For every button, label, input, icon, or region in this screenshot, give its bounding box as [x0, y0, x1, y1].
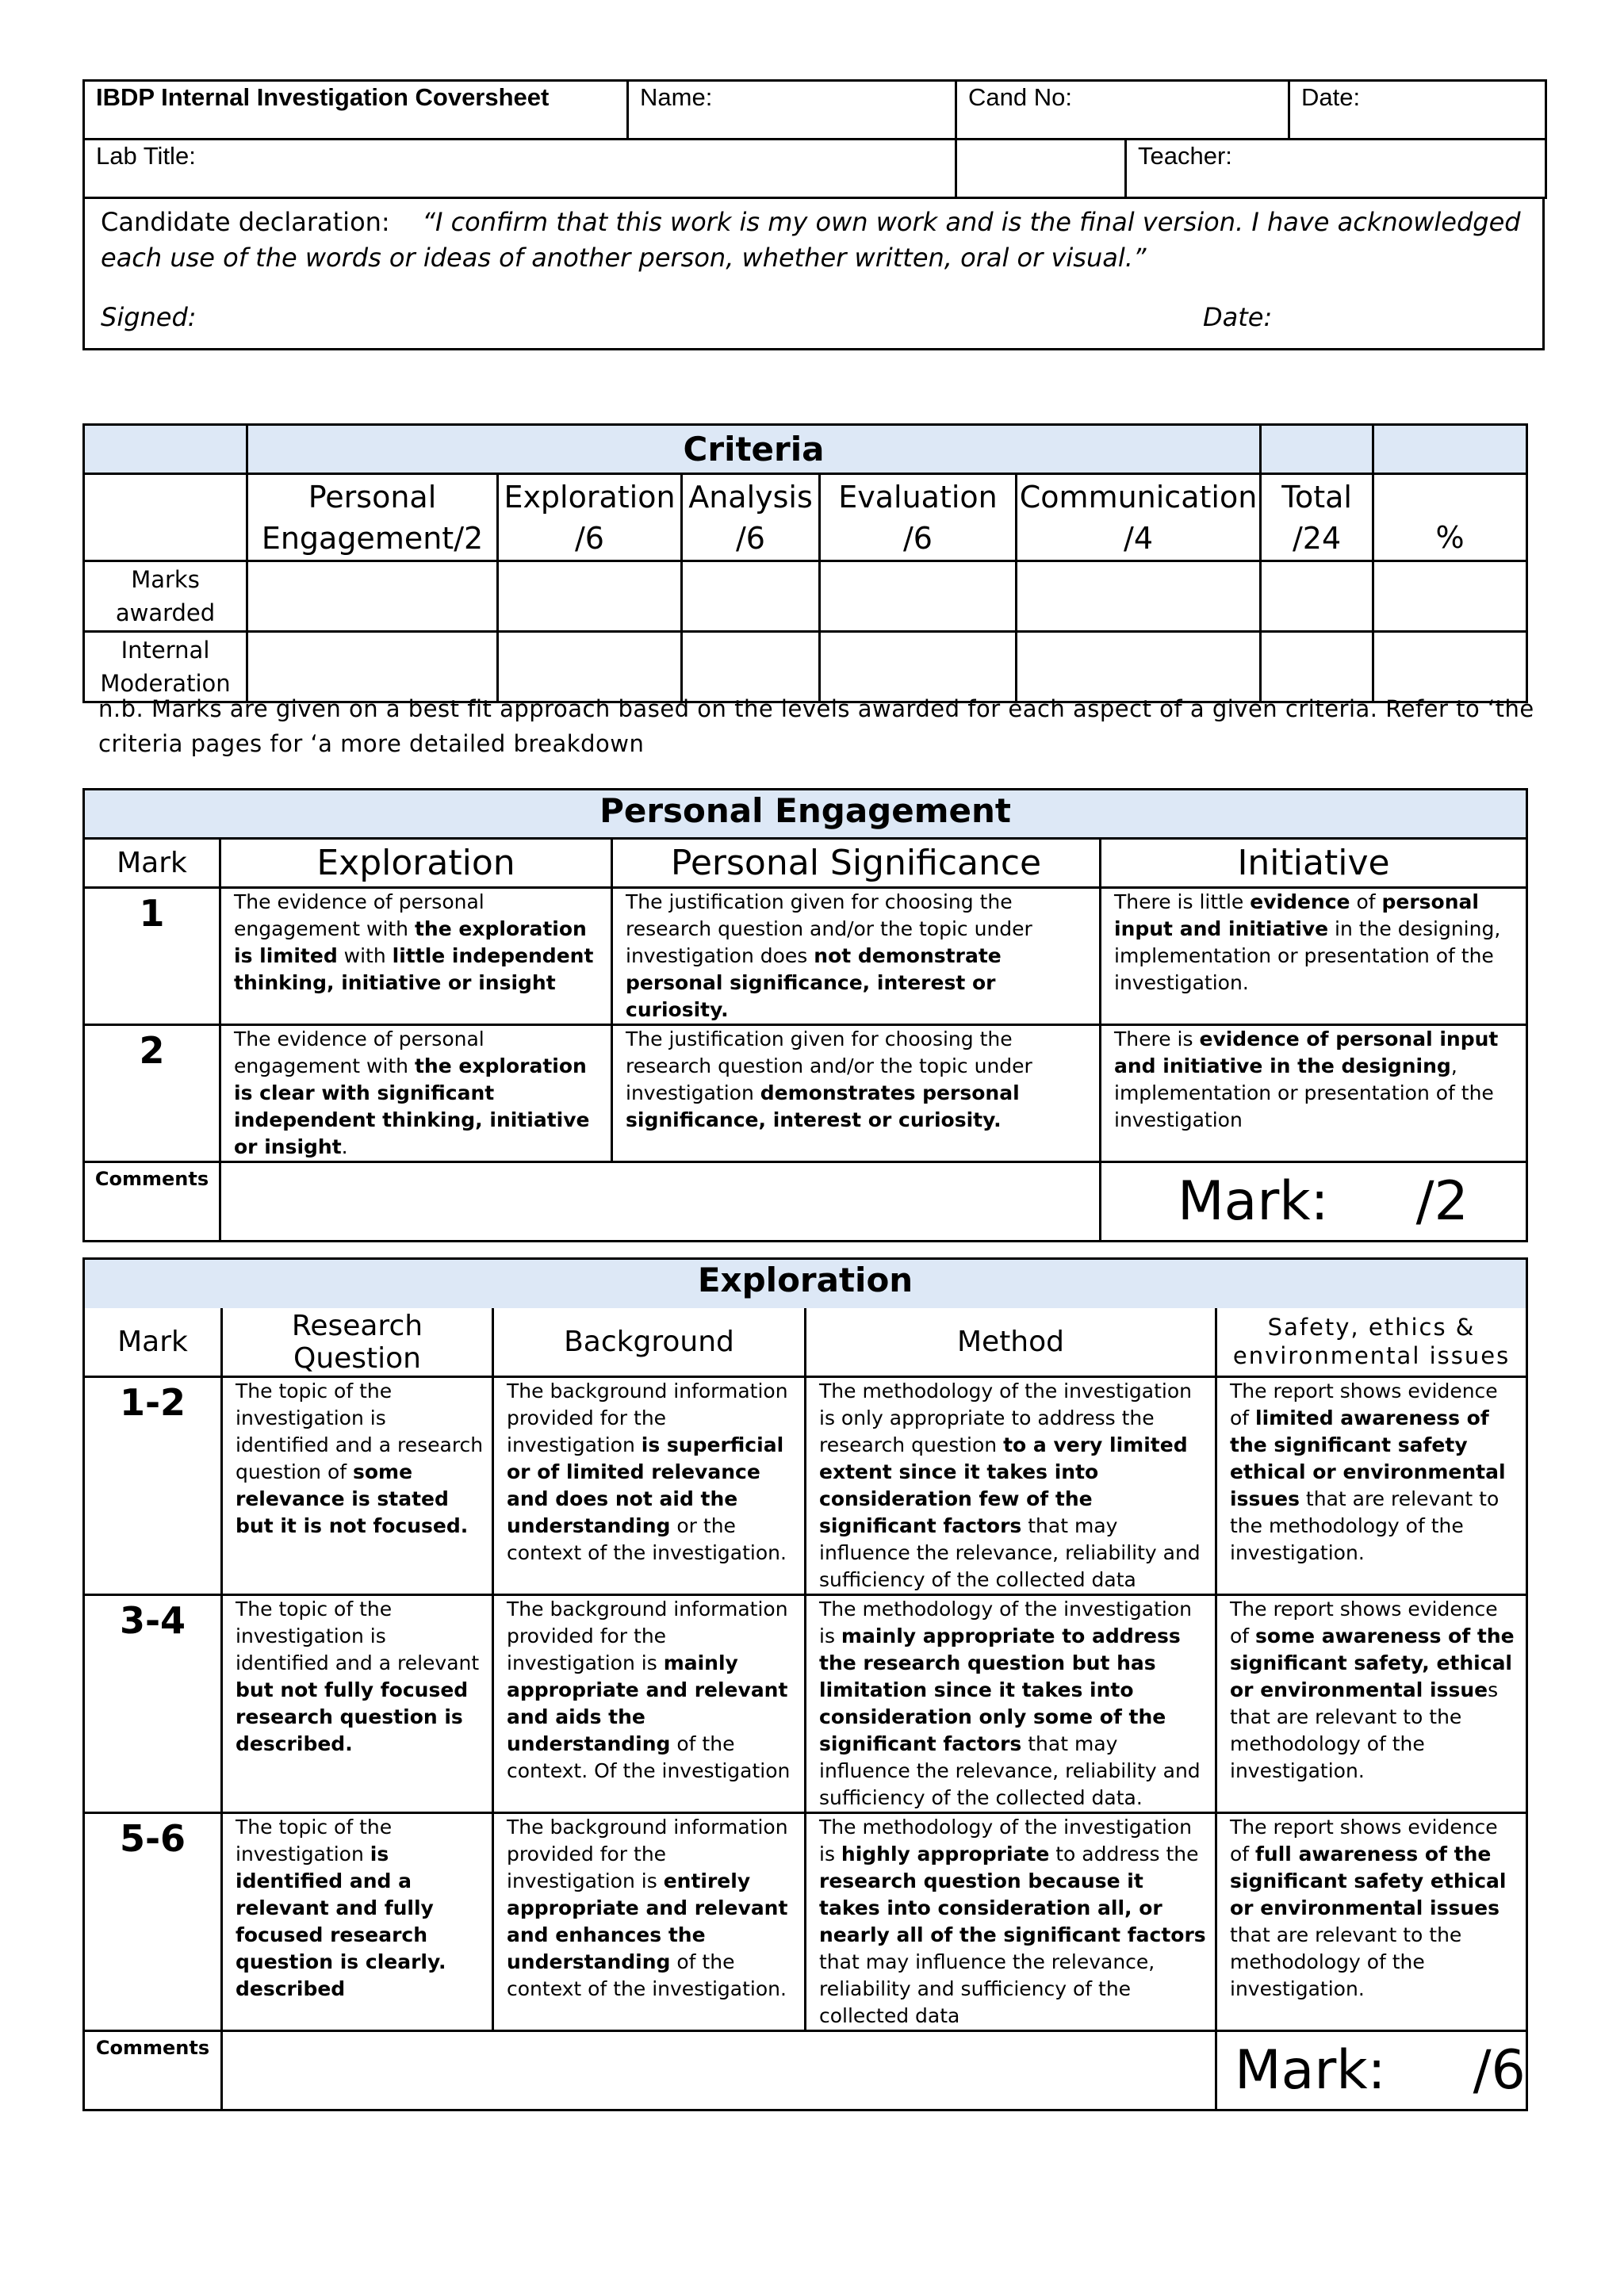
criterion-header: Communication /4	[1017, 474, 1261, 561]
descriptor-cell: The report shows evidence of limited awareness of the significant safety ethical or environmental issues that are relevant to the methodology of the investigation.	[1216, 1376, 1527, 1594]
descriptor-cell: There is evidence of personal input and initiative in the designing, implementation or presentation of the investigation	[1101, 1025, 1527, 1162]
criteria-table	[82, 423, 1528, 703]
criteria-row-label	[84, 474, 247, 561]
score-cell[interactable]	[682, 561, 820, 632]
criteria-blank	[1261, 425, 1373, 474]
exploration-header: Exploration	[220, 839, 612, 888]
descriptor-cell: The methodology of the investigation is mainly appropriate to address the research question but has limitation since it takes into consideration only some of the significant factors that may influence the relevance, reliability and sufficiency of the collected data.	[806, 1594, 1216, 1812]
comments-label: Comments	[84, 2030, 222, 2110]
percent-header: %	[1373, 474, 1527, 561]
mark-box[interactable]	[1101, 1162, 1527, 1242]
mark-max: /6	[1473, 2038, 1526, 2102]
candidate-declaration	[82, 197, 1545, 350]
score-cell[interactable]	[1261, 561, 1373, 632]
criteria-blank	[1373, 425, 1527, 474]
teacher-field[interactable]: Teacher:	[1126, 140, 1546, 198]
descriptor-cell: The justification given for choosing the research question and/or the topic under investigation demonstrates personal significance, interest or curiosity.	[612, 1025, 1101, 1162]
cand-no-field[interactable]: Cand No:	[956, 81, 1289, 140]
descriptor-cell: There is little evidence of personal input and initiative in the designing, implementation or presentation of the investigation.	[1101, 888, 1527, 1025]
score-cell[interactable]	[498, 561, 682, 632]
initiative-header: Initiative	[1101, 839, 1527, 888]
score-cell[interactable]	[820, 561, 1017, 632]
criterion-header: Total /24	[1261, 474, 1373, 561]
mark-level: 5-6	[84, 1812, 222, 2030]
mark-header: Mark	[84, 839, 220, 888]
declaration-quote: “I confirm that this work is my own work and is the final version. I have acknowledged each use of the words or ideas of another person, whether written, oral or visual.”	[101, 207, 1521, 273]
descriptor-cell: The methodology of the investigation is highly appropriate to address the research question because it takes into consideration all, or nearly all of the significant factors that may influence the relevance, reliability and sufficiency of the collected data	[806, 1812, 1216, 2030]
descriptor-cell: The background information provided for the investigation is superficial or of limited relevance and does not aid the understanding or the context of the investigation.	[493, 1376, 806, 1594]
descriptor-cell: The background information provided for the investigation is mainly appropriate and relevant and aids the understanding of the context. Of the investigation	[493, 1594, 806, 1812]
criterion-header: Analysis /6	[682, 474, 820, 561]
score-cell[interactable]	[247, 561, 498, 632]
declaration-date-label[interactable]: Date:	[1203, 302, 1273, 332]
background-header: Background	[493, 1308, 806, 1377]
descriptor-cell: The justification given for choosing the research question and/or the topic under investigation does not demonstrate personal significance, interest or curiosity.	[612, 888, 1101, 1025]
comments-field[interactable]	[220, 1162, 1101, 1242]
descriptor-cell: The topic of the investigation is identified and a relevant and fully focused research question is clearly. described	[222, 1812, 493, 2030]
coversheet-title: IBDP Internal Investigation Coversheet	[84, 81, 628, 140]
descriptor-cell: The topic of the investigation is identified and a research question of some relevance is stated but it is not focused.	[222, 1376, 493, 1594]
descriptor-cell: The report shows evidence of some awareness of the significant safety, ethical or environmental issues that are relevant to the methodology of the investigation.	[1216, 1594, 1527, 1812]
comments-field[interactable]	[222, 2030, 1216, 2110]
blank-field[interactable]	[956, 140, 1126, 198]
mark-label: Mark:	[1235, 2038, 1386, 2102]
row-label-marks-awarded: Marks awarded	[84, 561, 247, 632]
score-cell[interactable]	[1017, 561, 1261, 632]
row-label-internal-moderation: Internal Moderation	[84, 632, 247, 702]
descriptor-cell: The report shows evidence of full awareness of the significant safety ethical or environmental issues that are relevant to the methodology of the investigation.	[1216, 1812, 1527, 2030]
descriptor-cell: The evidence of personal engagement with the exploration is limited with little independent thinking, initiative or insight	[220, 888, 612, 1025]
score-cell[interactable]	[1373, 561, 1527, 632]
descriptor-cell: The methodology of the investigation is only appropriate to address the research question to a very limited extent since it takes into consideration few of the significant factors that may influence the relevance, reliability and sufficiency of the collected data	[806, 1376, 1216, 1594]
exploration-title: Exploration	[84, 1259, 1527, 1308]
personal-engagement-table	[82, 788, 1528, 1242]
criteria-corner	[84, 425, 247, 474]
descriptor-cell: The topic of the investigation is identified and a relevant but not fully focused research question is described.	[222, 1594, 493, 1812]
descriptor-cell: The background information provided for the investigation is entirely appropriate and relevant and enhances the understanding of the context of the investigation.	[493, 1812, 806, 2030]
name-field[interactable]: Name:	[628, 81, 956, 140]
mark-level: 2	[84, 1025, 220, 1162]
criterion-header: Evaluation /6	[820, 474, 1017, 561]
criteria-title: Criteria	[247, 425, 1261, 474]
criteria-note: n.b. Marks are given on a best fit approach based on the levels awarded for each aspect of a given criteria. Refer to ‘the criteria pages for ‘a more detailed breakdown	[98, 695, 1534, 757]
mark-max: /2	[1415, 1170, 1469, 1233]
mark-level: 1	[84, 888, 220, 1025]
exploration-table	[82, 1257, 1528, 2111]
comments-label: Comments	[84, 1162, 220, 1242]
declaration-label: Candidate declaration:	[101, 207, 390, 237]
mark-header: Mark	[84, 1308, 222, 1377]
lab-title-field[interactable]: Lab Title:	[84, 140, 956, 198]
signed-label[interactable]: Signed:	[101, 302, 197, 332]
mark-label: Mark:	[1178, 1170, 1329, 1233]
method-header: Method	[806, 1308, 1216, 1377]
coversheet-header	[82, 79, 1547, 199]
personal-engagement-title: Personal Engagement	[84, 790, 1527, 839]
date-field[interactable]: Date:	[1289, 81, 1546, 140]
mark-level: 1-2	[84, 1376, 222, 1594]
personal-significance-header: Personal Significance	[612, 839, 1101, 888]
criterion-header: Personal Engagement/2	[247, 474, 498, 561]
research-question-header: Research Question	[222, 1308, 493, 1377]
descriptor-cell: The evidence of personal engagement with the exploration is clear with significant independent thinking, initiative or insight.	[220, 1025, 612, 1162]
criterion-header: Exploration /6	[498, 474, 682, 561]
safety-header: Safety, ethics & environmental issues	[1216, 1308, 1527, 1377]
mark-level: 3-4	[84, 1594, 222, 1812]
mark-box[interactable]	[1216, 2030, 1527, 2110]
